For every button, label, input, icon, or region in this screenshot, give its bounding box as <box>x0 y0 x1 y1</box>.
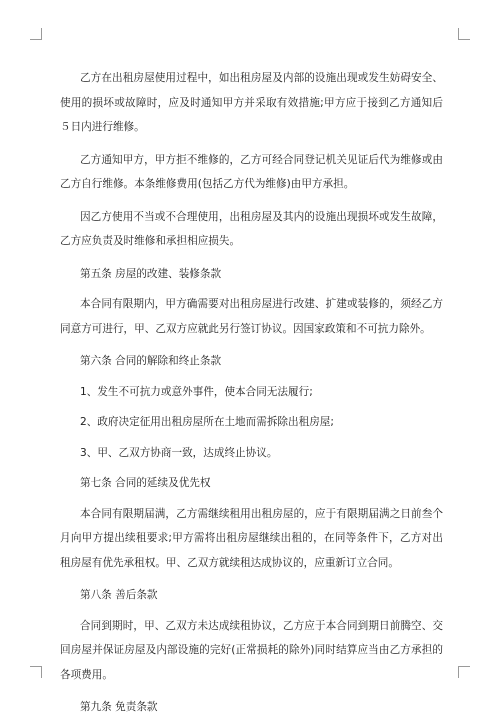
list-item-termination-2: 2、政府决定征用出租房屋所在土地而需拆除出租房屋; <box>80 416 334 428</box>
heading-article-7: 第七条 合同的延续及优先权 <box>80 477 211 489</box>
crop-mark-top-left <box>30 28 42 40</box>
crop-mark-top-right <box>458 28 470 40</box>
paragraph-renovation: 本合同有限期内，甲方确需要对出租房屋进行改建、扩建或装修的，须经乙方同意方可进行，甲、乙双方应就此另行签订协议。因国家政策和不可抗力除外。 <box>60 298 443 335</box>
heading-article-9: 第九条 免责条款 <box>80 701 158 713</box>
document-body <box>60 66 443 726</box>
heading-article-6: 第六条 合同的解除和终止条款 <box>80 355 222 367</box>
list-item-termination-3: 3、甲、乙双方协商一致，达成终止协议。 <box>80 446 278 459</box>
heading-article-8: 第八条 善后条款 <box>80 589 158 601</box>
paragraph-repair-refusal: 乙方通知甲方，甲方拒不维修的，乙方可经合同登记机关见证后代为维修或由乙方自行维修。本条维修费用(包括乙方代为维修)由甲方承担。 <box>60 153 443 190</box>
crop-mark-bottom-right <box>458 666 470 678</box>
paragraph-aftermath: 合同到期时，甲、乙双方未达成续租协议，乙方应于本合同到期日前腾空、交回房屋并保证房屋及内部设施的完好(正常损耗的除外)同时结算应当由乙方承担的各项费用。 <box>60 619 443 681</box>
list-item-termination-1: 1、发生不可抗力或意外事件，使本合同无法履行; <box>80 385 313 398</box>
paragraph-renewal: 本合同有限期届满，乙方需继续租用出租房屋的，应于有限期届满之日前叁个月向甲方提出续租要求;甲方需将出租房屋继续出租的，在同等条件下，乙方对出租房屋有优先承租权。甲、乙双方就续租达成协议的，应重新订立合同。 <box>60 507 443 569</box>
paragraph-repair-notice: 乙方在出租房屋使用过程中，如出租房屋及内部的设施出现或发生妨碍安全、使用的损坏或故障时，应及时通知甲方并采取有效措施;甲方应于接到乙方通知后５日内进行维修。 <box>60 72 443 133</box>
crop-mark-bottom-left <box>30 666 42 678</box>
paragraph-improper-use: 因乙方使用不当或不合理使用，出租房屋及其内的设施出现损坏或发生故障，乙方应负责及时维修和承担相应损失。 <box>60 210 443 247</box>
heading-article-5: 第五条 房屋的改建、装修条款 <box>80 267 222 280</box>
